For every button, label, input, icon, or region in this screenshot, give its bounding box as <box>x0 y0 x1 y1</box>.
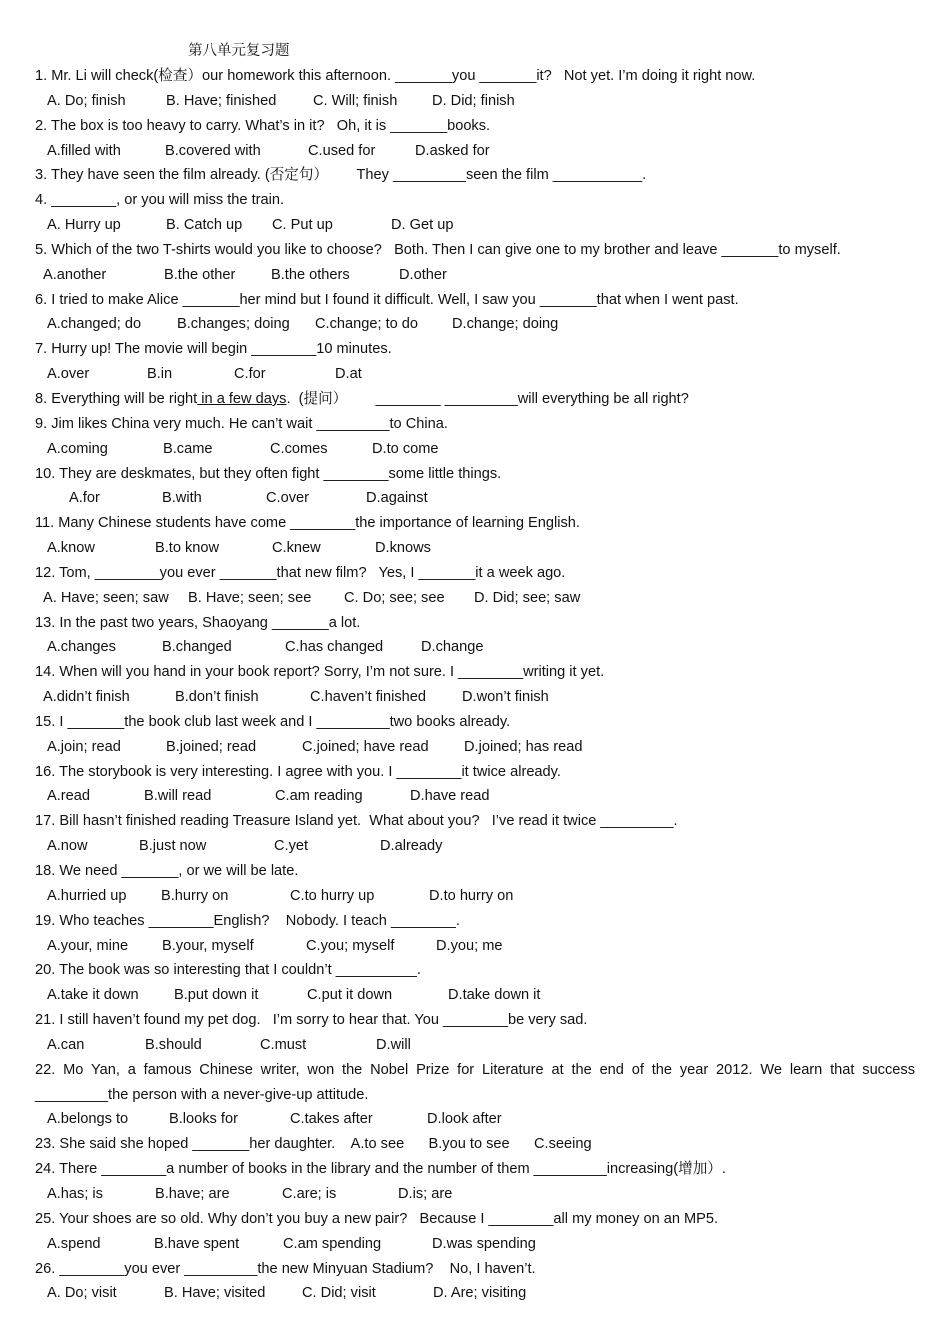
question-text-segment: 22. Mo Yan, a famous Chinese writer, won the Nobel Prize for Literature at the end of the year 2012. We learn that success <box>35 1061 915 1078</box>
options-row <box>35 89 915 114</box>
page-title: 第八单元复习题 <box>188 43 290 59</box>
question-25 <box>35 1207 915 1257</box>
options-row <box>35 586 915 611</box>
option-c: C.am spending <box>283 1235 382 1252</box>
question-text <box>35 114 915 139</box>
question-text-segment: 6. I tried to make Alice _______her mind but I found it difficult. Well, I saw you _______that when I went past. <box>35 291 739 308</box>
question-text-segment: 1. Mr. Li will check(检查）our homework this afternoon. _______you _______it? Not yet. I’m doing it right now. <box>35 68 756 84</box>
options-row <box>35 834 915 859</box>
option-a: A.filled with <box>47 142 121 159</box>
question-text-segment: 16. The storybook is very interesting. I agree with you. I ________it twice already. <box>35 763 561 780</box>
option-c: C.change; to do <box>315 316 419 333</box>
question-text <box>35 238 915 263</box>
option-c: C.for <box>234 366 266 383</box>
options-row <box>35 1107 915 1132</box>
question-23 <box>35 1132 915 1157</box>
question-3 <box>35 163 915 188</box>
options-row <box>35 213 915 238</box>
question-24 <box>35 1157 915 1207</box>
option-d: D.change; doing <box>452 316 559 333</box>
option-c: B.the others <box>271 266 350 283</box>
question-22 <box>35 1058 915 1133</box>
option-b: B.in <box>147 366 173 383</box>
question-text <box>35 511 915 536</box>
option-a: A.for <box>69 490 100 507</box>
question-17 <box>35 809 915 859</box>
option-d: D.joined; has read <box>464 738 583 755</box>
option-a: A.take it down <box>47 987 139 1004</box>
option-b: B.will read <box>144 788 212 805</box>
question-10 <box>35 462 915 512</box>
question-7 <box>35 337 915 387</box>
option-c: C.haven’t finished <box>310 689 427 706</box>
option-b: B. Catch up <box>166 217 243 234</box>
option-b: B.put down it <box>174 987 259 1004</box>
options-row <box>35 685 915 710</box>
option-a: A. Do; visit <box>47 1285 117 1302</box>
question-text <box>35 611 915 636</box>
option-d: D.take down it <box>448 987 541 1004</box>
options-row <box>35 362 915 387</box>
question-text <box>35 1157 915 1182</box>
question-text-segment: 19. Who teaches ________English? Nobody. I teach ________. <box>35 912 460 929</box>
options-row <box>35 983 915 1008</box>
underlined-phrase: in a few days <box>197 390 287 407</box>
question-text <box>35 710 915 735</box>
question-text-segment: 12. Tom, ________you ever _______that new film? Yes, I _______it a week ago. <box>35 564 566 581</box>
option-b: B.have; are <box>155 1185 230 1202</box>
question-text <box>35 387 915 412</box>
options-row <box>35 1033 915 1058</box>
option-c: C.am reading <box>275 788 363 805</box>
option-a: A.hurried up <box>47 887 127 904</box>
worksheet <box>35 39 915 1306</box>
question-15 <box>35 710 915 760</box>
question-5 <box>35 238 915 288</box>
question-text <box>35 64 915 89</box>
question-text <box>35 1008 915 1033</box>
options-row <box>35 884 915 909</box>
options-row <box>35 486 915 511</box>
question-text-segment: . (提问） ________ _________will everything be all right? <box>286 390 689 407</box>
option-b: B.came <box>163 440 213 457</box>
question-text-segment: 25. Your shoes are so old. Why don’t you buy a new pair? Because I ________all my money on an MP5. <box>35 1210 719 1227</box>
question-text-segment: 17. Bill hasn’t finished reading Treasure Island yet. What about you? I’ve read it twice _________. <box>35 813 678 830</box>
option-a: A. Hurry up <box>47 217 121 234</box>
question-text <box>35 809 915 834</box>
question-9 <box>35 412 915 462</box>
option-a: A.can <box>47 1036 85 1053</box>
question-text <box>35 1132 915 1157</box>
question-text-segment: 26. ________you ever _________the new Minyuan Stadium? No, I haven’t. <box>35 1260 536 1277</box>
option-b: B.don’t finish <box>175 689 259 706</box>
option-a: A.join; read <box>47 738 121 755</box>
option-b: B. Have; visited <box>164 1285 266 1302</box>
question-26 <box>35 1257 915 1307</box>
option-d: D.to come <box>372 440 439 457</box>
question-text <box>35 561 915 586</box>
option-a: A.coming <box>47 440 108 457</box>
question-6 <box>35 288 915 338</box>
question-text <box>35 1207 915 1232</box>
question-13 <box>35 611 915 661</box>
question-text <box>35 163 915 188</box>
question-text <box>35 1083 915 1108</box>
option-a: A.know <box>47 540 95 557</box>
question-text-segment: 2. The box is too heavy to carry. What’s in it? Oh, it is _______books. <box>35 117 491 134</box>
option-c: C.takes after <box>290 1111 373 1128</box>
question-text <box>35 859 915 884</box>
option-d: D. Did; finish <box>432 92 515 109</box>
option-d: D.change <box>421 639 484 656</box>
option-d: D.is; are <box>398 1185 453 1202</box>
option-b: B. Have; seen; see <box>188 589 312 606</box>
option-d: D.won’t finish <box>462 689 549 706</box>
option-a: A. Have; seen; saw <box>43 589 169 606</box>
question-text-segment: 24. There ________a number of books in the library and the number of them _________increasing(增加）. <box>35 1161 726 1178</box>
option-c: C.joined; have read <box>302 738 429 755</box>
question-list <box>35 64 915 1306</box>
question-text <box>35 909 915 934</box>
option-b: B. Have; finished <box>166 92 277 109</box>
question-text-segment: 4. ________, or you will miss the train. <box>35 192 285 209</box>
option-a: A.over <box>47 366 90 383</box>
option-d: D.other <box>399 266 447 283</box>
option-b: B.should <box>145 1036 202 1053</box>
options-row <box>35 635 915 660</box>
option-a: A.read <box>47 788 90 805</box>
option-c: C.has changed <box>285 639 384 656</box>
question-text <box>35 412 915 437</box>
question-text-segment: 15. I _______the book club last week and I _________two books already. <box>35 713 511 730</box>
question-18 <box>35 859 915 909</box>
option-b: B.looks for <box>169 1111 238 1128</box>
options-row <box>35 934 915 959</box>
option-a: A.belongs to <box>47 1111 129 1128</box>
question-12 <box>35 561 915 611</box>
option-c: C.put it down <box>307 987 393 1004</box>
question-1 <box>35 64 915 114</box>
option-a: A.has; is <box>47 1185 103 1202</box>
option-c: C. Will; finish <box>313 92 398 109</box>
options-row <box>35 1232 915 1257</box>
option-a: A.changed; do <box>47 316 142 333</box>
option-d: D.already <box>380 838 443 855</box>
question-14 <box>35 660 915 710</box>
option-c: C. Put up <box>272 217 333 234</box>
question-19 <box>35 909 915 959</box>
option-c: C.used for <box>308 142 376 159</box>
options-row <box>35 139 915 164</box>
question-text-segment: 5. Which of the two T-shirts would you like to choose? Both. Then I can give one to my brother and leave _______to myself. <box>35 241 841 258</box>
options-row <box>35 1281 915 1306</box>
option-b: B.have spent <box>154 1235 240 1252</box>
option-c: C.knew <box>272 540 321 557</box>
question-text <box>35 288 915 313</box>
question-text-segment: 11. Many Chinese students have come ________the importance of learning English. <box>35 515 580 532</box>
option-c: C.you; myself <box>306 937 395 954</box>
question-text <box>35 188 915 213</box>
options-row <box>35 536 915 561</box>
option-c: C.comes <box>270 440 328 457</box>
question-text <box>35 760 915 785</box>
option-d: D.look after <box>427 1111 502 1128</box>
option-d: D.will <box>376 1036 411 1053</box>
question-text-segment: 10. They are deskmates, but they often fight ________some little things. <box>35 465 502 482</box>
option-c: C.over <box>266 490 309 507</box>
options-row <box>35 784 915 809</box>
option-a: A.changes <box>47 639 116 656</box>
question-11 <box>35 511 915 561</box>
question-16 <box>35 760 915 810</box>
question-text-segment: 20. The book was so interesting that I couldn’t __________. <box>35 962 421 979</box>
option-c: C.are; is <box>282 1185 337 1202</box>
option-a: A. Do; finish <box>47 92 126 109</box>
option-d: D.have read <box>410 788 490 805</box>
option-d: D. Get up <box>391 217 454 234</box>
question-text <box>35 1257 915 1282</box>
question-text-segment: 3. They have seen the film already. (否定句） They _________seen the film ___________. <box>35 167 647 184</box>
question-text-segment: 18. We need _______, or we will be late. <box>35 863 299 879</box>
options-row <box>35 437 915 462</box>
question-text-segment: 13. In the past two years, Shaoyang _______a lot. <box>35 614 361 631</box>
options-row <box>35 263 915 288</box>
option-b: B.changes; doing <box>177 316 290 333</box>
option-b: B.changed <box>162 639 232 656</box>
option-c: C.must <box>260 1036 307 1053</box>
question-text-segment: 14. When will you hand in your book report? Sorry, I’m not sure. I ________writing it yet. <box>35 664 605 681</box>
question-text-segment: 23. She said she hoped _______her daughter. A.to see B.you to see C.seeing <box>35 1136 592 1153</box>
question-20 <box>35 958 915 1008</box>
question-text-segment: 9. Jim likes China very much. He can’t wait _________to China. <box>35 415 448 432</box>
option-c: C.to hurry up <box>290 887 375 904</box>
option-d: D.against <box>366 490 428 507</box>
option-d: D.to hurry on <box>429 887 514 904</box>
question-text <box>35 660 915 685</box>
question-8 <box>35 387 915 412</box>
options-row <box>35 312 915 337</box>
option-d: D.asked for <box>415 142 490 159</box>
option-a: A.now <box>47 838 88 855</box>
option-b: B.to know <box>155 540 220 557</box>
option-c: C. Do; see; see <box>344 589 445 606</box>
option-b: B.your, myself <box>162 937 254 954</box>
option-b: B.joined; read <box>166 738 257 755</box>
option-c: C.yet <box>274 838 309 855</box>
options-row <box>35 735 915 760</box>
question-2 <box>35 114 915 164</box>
question-21 <box>35 1008 915 1058</box>
options-row <box>35 1182 915 1207</box>
option-d: D.knows <box>375 540 431 557</box>
option-b: B.with <box>162 490 202 507</box>
question-text-segment: _________the person with a never-give-up attitude. <box>35 1086 369 1103</box>
option-b: B.covered with <box>165 142 261 159</box>
question-text <box>35 1058 915 1083</box>
question-text-segment: 8. Everything will be right <box>35 390 198 407</box>
option-d: D. Did; see; saw <box>474 589 581 606</box>
option-d: D.was spending <box>432 1235 536 1252</box>
question-text <box>35 958 915 983</box>
option-b: B.hurry on <box>161 887 229 904</box>
option-a: A.spend <box>47 1235 101 1252</box>
option-a: A.your, mine <box>47 937 129 954</box>
option-b: B.just now <box>139 838 207 855</box>
option-b: B.the other <box>164 266 236 283</box>
option-a: A.didn’t finish <box>43 689 130 706</box>
option-c: C. Did; visit <box>302 1285 376 1302</box>
option-d: D.at <box>335 366 362 383</box>
question-text-segment: 21. I still haven’t found my pet dog. I’m sorry to hear that. You ________be very sad. <box>35 1012 588 1029</box>
question-text-segment: 7. Hurry up! The movie will begin ________10 minutes. <box>35 341 392 358</box>
option-d: D.you; me <box>436 937 503 954</box>
option-a: A.another <box>43 266 107 283</box>
question-text <box>35 462 915 487</box>
option-d: D. Are; visiting <box>433 1285 527 1302</box>
question-4 <box>35 188 915 238</box>
question-text <box>35 337 915 362</box>
